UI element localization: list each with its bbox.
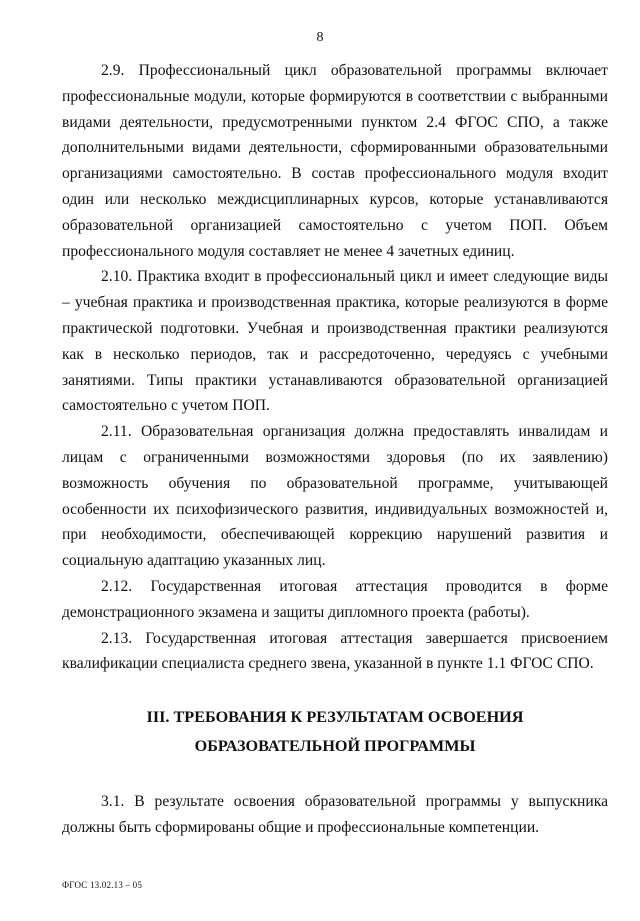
paragraph-3-1: 3.1. В результате освоения образовательной программы у выпускника должны быть сформированы общие и профессиональные компетенции. (62, 793, 608, 836)
section-heading: III. ТРЕБОВАНИЯ К РЕЗУЛЬТАТАМ ОСВОЕНИЯ ОБРАЗОВАТЕЛЬНОЙ ПРОГРАММЫ (146, 708, 524, 756)
paragraph-2-13: 2.13. Государственная итоговая аттестация завершается присвоением квалификации специалиста среднего звена, указанной в пункте 1.1 ФГОС СПО. (62, 629, 608, 673)
paragraph-2-9: 2.9. Профессиональный цикл образовательной программы включает профессиональные модули, которые формируются в соответствии с выбранными видами деятельности, предусмотренными пунктом 2.4 ФГОС СПО, а также дополнительными видами деятельности, сформированными образовательными организациями самостоятельно. В состав профессионального модуля входит один или несколько междисциплинарных курсов, которые устанавливаются образовательной организацией самостоятельно с учетом ПОП. Объем профессионального модуля составляет не менее 4 зачетных единиц. (62, 62, 608, 260)
paragraph-2-12: 2.12. Государственная итоговая аттестация проводится в форме демонстрационного экзамена и защиты дипломного проекта (работы). (62, 577, 608, 621)
section-spacer (62, 761, 608, 789)
page-number: 8 (316, 30, 324, 45)
footer-code: ФГОС 13.02.13 – 05 (62, 880, 143, 890)
paragraph-2-10: 2.10. Практика входит в профессиональный цикл и имеет следующие виды – учебная практика и производственная практика, которые реализуются в форме практической подготовки. Учебная и производственная практики реализуются как в несколько периодов, так и рассредоточенно, чередуясь с учебными занятиями. Типы практики устанавливаются образовательной организацией самостоятельно с учетом ПОП. (62, 268, 608, 415)
paragraph-2-11: 2.11. Образовательная организация должна предоставлять инвалидам и лицам с ограниченными возможностями здоровья (по их заявлению) возможность обучения по образовательной программе, учитывающей особенности их психофизического развития, индивидуальных возможностей и, при необходимости, обеспечивающей коррекцию нарушений развития и социальную адаптацию указанных лиц. (62, 423, 608, 570)
document-body (62, 58, 608, 841)
